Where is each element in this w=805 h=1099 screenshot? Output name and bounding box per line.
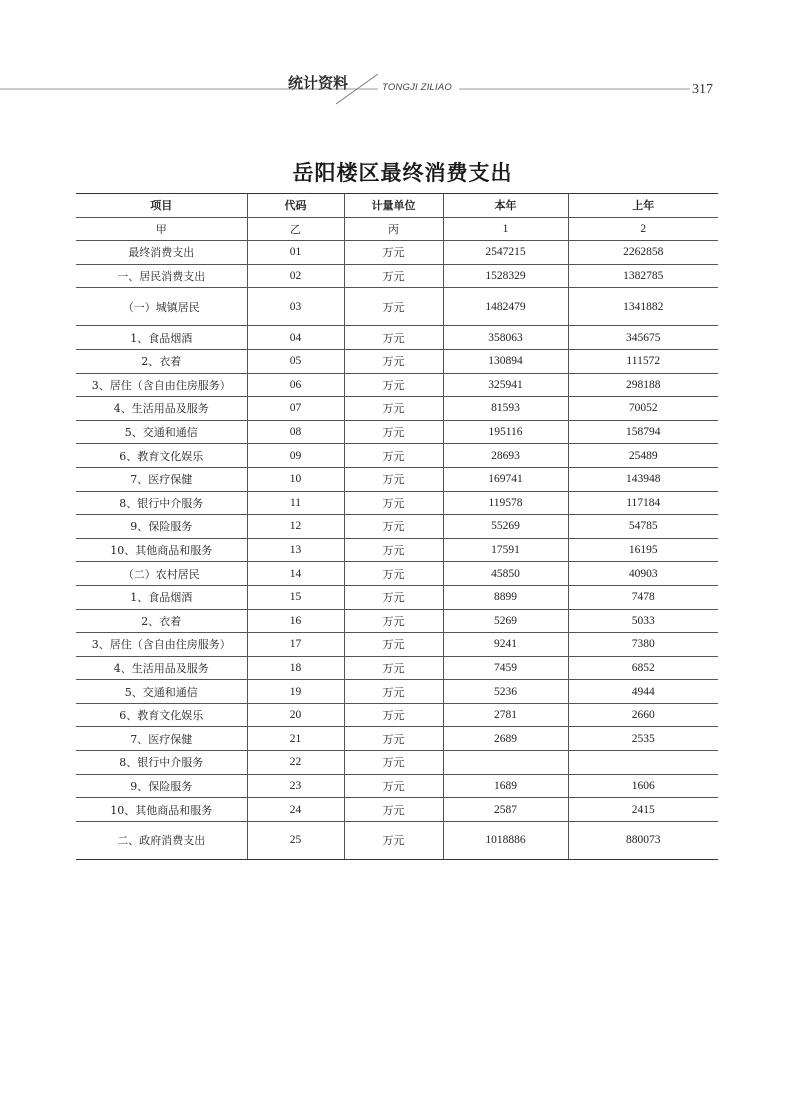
code-cell: 01 <box>247 241 344 265</box>
table-row <box>76 538 718 562</box>
table-row <box>76 326 718 350</box>
item-cell: 7、医疗保健 <box>76 727 247 751</box>
code-cell: 10 <box>247 467 344 491</box>
item-cell: 3、居住（含自由住房服务） <box>76 373 247 397</box>
table-body <box>76 241 718 860</box>
table-row <box>76 420 718 444</box>
unit-cell: 万元 <box>344 585 443 609</box>
code-cell: 16 <box>247 609 344 633</box>
last-year-cell: 40903 <box>568 562 718 586</box>
code-cell: 11 <box>247 491 344 515</box>
unit-cell: 万元 <box>344 751 443 775</box>
last-year-cell: 2415 <box>568 798 718 822</box>
this-year-cell <box>443 751 568 775</box>
table-row <box>76 703 718 727</box>
table-row <box>76 562 718 586</box>
column-header-last-year: 上年 <box>568 194 718 218</box>
page-number: 317 <box>692 82 713 97</box>
table-row <box>76 515 718 539</box>
last-year-cell: 2660 <box>568 703 718 727</box>
item-cell: 1、食品烟酒 <box>76 326 247 350</box>
section-title: 统计资料 <box>288 74 349 92</box>
unit-cell: 万元 <box>344 397 443 421</box>
unit-cell: 万元 <box>344 656 443 680</box>
last-year-cell: 1382785 <box>568 264 718 288</box>
header-rule <box>0 0 805 110</box>
table-row <box>76 609 718 633</box>
table-row <box>76 397 718 421</box>
code-cell: 08 <box>247 420 344 444</box>
code-cell: 04 <box>247 326 344 350</box>
section-pinyin: TONGJI ZILIAO <box>382 82 452 93</box>
column-header-unit: 计量单位 <box>344 194 443 218</box>
column-header-item: 项目 <box>76 194 247 218</box>
unit-cell: 万元 <box>344 373 443 397</box>
item-cell: 1、食品烟酒 <box>76 585 247 609</box>
unit-cell: 万元 <box>344 727 443 751</box>
item-cell: 4、生活用品及服务 <box>76 397 247 421</box>
this-year-cell: 17591 <box>443 538 568 562</box>
table-row <box>76 349 718 373</box>
last-year-cell: 117184 <box>568 491 718 515</box>
last-year-cell: 158794 <box>568 420 718 444</box>
code-cell: 05 <box>247 349 344 373</box>
this-year-cell: 1528329 <box>443 264 568 288</box>
code-cell: 12 <box>247 515 344 539</box>
last-year-cell: 298188 <box>568 373 718 397</box>
table-row <box>76 727 718 751</box>
this-year-cell: 169741 <box>443 467 568 491</box>
item-cell: 最终消费支出 <box>76 241 247 265</box>
item-cell: 6、教育文化娱乐 <box>76 703 247 727</box>
table-index-row <box>76 217 718 241</box>
code-cell: 15 <box>247 585 344 609</box>
unit-cell: 万元 <box>344 420 443 444</box>
item-cell: （一）城镇居民 <box>76 288 247 326</box>
this-year-cell: 195116 <box>443 420 568 444</box>
last-year-cell: 2262858 <box>568 241 718 265</box>
unit-cell: 万元 <box>344 562 443 586</box>
this-year-cell: 119578 <box>443 491 568 515</box>
index-cell: 丙 <box>344 217 443 241</box>
this-year-cell: 5236 <box>443 680 568 704</box>
this-year-cell: 28693 <box>443 444 568 468</box>
item-cell: 8、银行中介服务 <box>76 491 247 515</box>
column-header-code: 代码 <box>247 194 344 218</box>
code-cell: 02 <box>247 264 344 288</box>
item-cell: 10、其他商品和服务 <box>76 798 247 822</box>
item-cell: 7、医疗保健 <box>76 467 247 491</box>
table-row <box>76 467 718 491</box>
code-cell: 22 <box>247 751 344 775</box>
last-year-cell: 7380 <box>568 633 718 657</box>
this-year-cell: 1018886 <box>443 821 568 859</box>
last-year-cell: 143948 <box>568 467 718 491</box>
table-row <box>76 656 718 680</box>
page-title: 岳阳楼区最终消费支出 <box>292 161 513 185</box>
this-year-cell: 55269 <box>443 515 568 539</box>
unit-cell: 万元 <box>344 241 443 265</box>
unit-cell: 万元 <box>344 633 443 657</box>
item-cell: （二）农村居民 <box>76 562 247 586</box>
this-year-cell: 45850 <box>443 562 568 586</box>
unit-cell: 万元 <box>344 326 443 350</box>
unit-cell: 万元 <box>344 467 443 491</box>
unit-cell: 万元 <box>344 515 443 539</box>
unit-cell: 万元 <box>344 538 443 562</box>
last-year-cell: 1606 <box>568 774 718 798</box>
item-cell: 8、银行中介服务 <box>76 751 247 775</box>
last-year-cell: 6852 <box>568 656 718 680</box>
last-year-cell: 2535 <box>568 727 718 751</box>
this-year-cell: 358063 <box>443 326 568 350</box>
code-cell: 17 <box>247 633 344 657</box>
code-cell: 23 <box>247 774 344 798</box>
last-year-cell: 16195 <box>568 538 718 562</box>
item-cell: 一、居民消费支出 <box>76 264 247 288</box>
table-row <box>76 444 718 468</box>
code-cell: 14 <box>247 562 344 586</box>
code-cell: 09 <box>247 444 344 468</box>
item-cell: 9、保险服务 <box>76 515 247 539</box>
item-cell: 二、政府消费支出 <box>76 821 247 859</box>
unit-cell: 万元 <box>344 774 443 798</box>
code-cell: 06 <box>247 373 344 397</box>
item-cell: 3、居住（含自由住房服务） <box>76 633 247 657</box>
code-cell: 13 <box>247 538 344 562</box>
code-cell: 07 <box>247 397 344 421</box>
code-cell: 21 <box>247 727 344 751</box>
this-year-cell: 130894 <box>443 349 568 373</box>
item-cell: 10、其他商品和服务 <box>76 538 247 562</box>
unit-cell: 万元 <box>344 821 443 859</box>
table-row <box>76 821 718 859</box>
last-year-cell: 54785 <box>568 515 718 539</box>
item-cell: 5、交通和通信 <box>76 680 247 704</box>
table-row <box>76 798 718 822</box>
last-year-cell <box>568 751 718 775</box>
unit-cell: 万元 <box>344 703 443 727</box>
code-cell: 20 <box>247 703 344 727</box>
this-year-cell: 8899 <box>443 585 568 609</box>
item-cell: 5、交通和通信 <box>76 420 247 444</box>
this-year-cell: 2587 <box>443 798 568 822</box>
index-cell: 1 <box>443 217 568 241</box>
last-year-cell: 70052 <box>568 397 718 421</box>
this-year-cell: 2781 <box>443 703 568 727</box>
table-row <box>76 585 718 609</box>
unit-cell: 万元 <box>344 491 443 515</box>
code-cell: 18 <box>247 656 344 680</box>
code-cell: 25 <box>247 821 344 859</box>
table-row <box>76 241 718 265</box>
unit-cell: 万元 <box>344 288 443 326</box>
this-year-cell: 1482479 <box>443 288 568 326</box>
unit-cell: 万元 <box>344 349 443 373</box>
table-row <box>76 751 718 775</box>
this-year-cell: 2547215 <box>443 241 568 265</box>
consumption-table <box>76 193 718 860</box>
table-row <box>76 680 718 704</box>
index-cell: 乙 <box>247 217 344 241</box>
last-year-cell: 25489 <box>568 444 718 468</box>
index-cell: 2 <box>568 217 718 241</box>
this-year-cell: 2689 <box>443 727 568 751</box>
item-cell: 6、教育文化娱乐 <box>76 444 247 468</box>
this-year-cell: 1689 <box>443 774 568 798</box>
this-year-cell: 81593 <box>443 397 568 421</box>
table-row <box>76 288 718 326</box>
code-cell: 19 <box>247 680 344 704</box>
code-cell: 03 <box>247 288 344 326</box>
table-header-row <box>76 194 718 218</box>
last-year-cell: 880073 <box>568 821 718 859</box>
last-year-cell: 1341882 <box>568 288 718 326</box>
unit-cell: 万元 <box>344 444 443 468</box>
this-year-cell: 7459 <box>443 656 568 680</box>
last-year-cell: 111572 <box>568 349 718 373</box>
unit-cell: 万元 <box>344 798 443 822</box>
item-cell: 2、衣着 <box>76 609 247 633</box>
table-row <box>76 774 718 798</box>
item-cell: 4、生活用品及服务 <box>76 656 247 680</box>
table-row <box>76 491 718 515</box>
table-row <box>76 633 718 657</box>
last-year-cell: 5033 <box>568 609 718 633</box>
item-cell: 9、保险服务 <box>76 774 247 798</box>
this-year-cell: 325941 <box>443 373 568 397</box>
unit-cell: 万元 <box>344 680 443 704</box>
this-year-cell: 5269 <box>443 609 568 633</box>
this-year-cell: 9241 <box>443 633 568 657</box>
table-row <box>76 373 718 397</box>
unit-cell: 万元 <box>344 264 443 288</box>
last-year-cell: 4944 <box>568 680 718 704</box>
table-row <box>76 264 718 288</box>
column-header-this-year: 本年 <box>443 194 568 218</box>
last-year-cell: 7478 <box>568 585 718 609</box>
unit-cell: 万元 <box>344 609 443 633</box>
code-cell: 24 <box>247 798 344 822</box>
index-cell: 甲 <box>76 217 247 241</box>
item-cell: 2、衣着 <box>76 349 247 373</box>
last-year-cell: 345675 <box>568 326 718 350</box>
